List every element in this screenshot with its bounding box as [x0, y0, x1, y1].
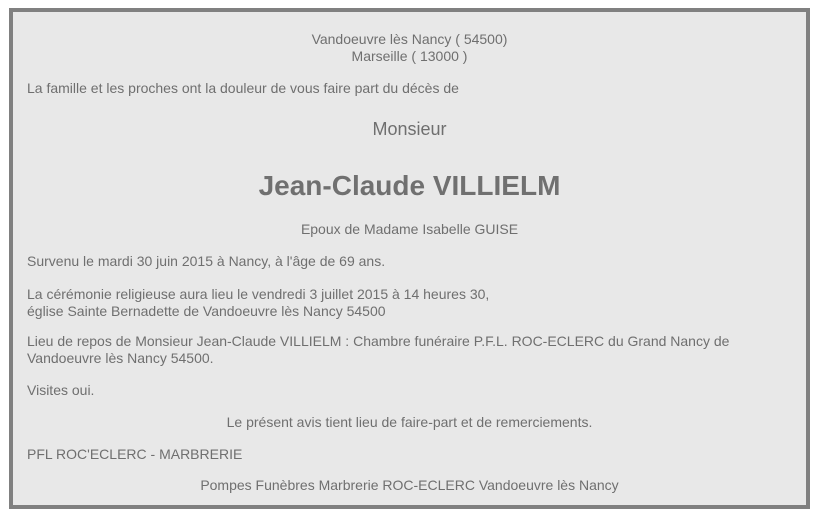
- rest-place-line-2: Vandoeuvre lès Nancy 54500.: [27, 350, 214, 366]
- ceremony-line-2: église Sainte Bernadette de Vandoeuvre lès Nancy 54500: [27, 303, 386, 319]
- death-info: Survenu le mardi 30 juin 2015 à Nancy, à l'âge de 69 ans.: [27, 253, 386, 269]
- spouse-line: Epoux de Madame Isabelle GUISE: [300, 221, 519, 237]
- rest-place-line-1: Lieu de repos de Monsieur Jean-Claude VILLIELM : Chambre funéraire P.F.L. ROC-ECLERC du Grand Nancy de: [27, 333, 730, 349]
- deceased-name: Jean-Claude VILLIELM: [258, 170, 561, 201]
- locality-line-2: Marseille ( 13000 ): [351, 48, 468, 64]
- intro-text: La famille et les proches ont la douleur de vous faire part du décès de: [27, 80, 459, 96]
- honorific: Monsieur: [372, 119, 447, 139]
- company-full-name: Pompes Funèbres Marbrerie ROC-ECLERC Vandoeuvre lès Nancy: [200, 477, 619, 493]
- ceremony-line-1: La cérémonie religieuse aura lieu le vendredi 3 juillet 2015 à 14 heures 30,: [27, 286, 490, 302]
- visits-text: Visites oui.: [27, 382, 95, 398]
- obituary-notice: [9, 8, 810, 509]
- company-name: PFL ROC'ECLERC - MARBRERIE: [27, 446, 243, 462]
- locality-line-1: Vandoeuvre lès Nancy ( 54500): [311, 31, 508, 47]
- notice-text: Le présent avis tient lieu de faire-part et de remerciements.: [226, 414, 593, 430]
